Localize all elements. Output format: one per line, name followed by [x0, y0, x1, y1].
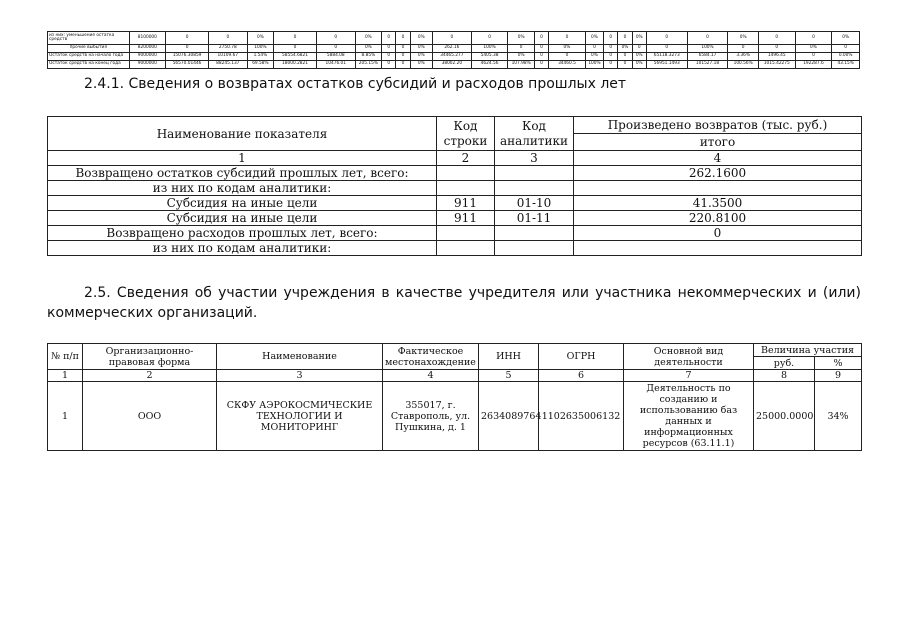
column-number: 6: [539, 370, 624, 382]
tiny-cell: 0: [604, 53, 618, 61]
table-row: [48, 181, 862, 196]
table-row: [48, 226, 862, 241]
row-analytic: [495, 226, 574, 241]
tiny-cell: 0: [687, 32, 728, 45]
tiny-cell: 0: [646, 45, 687, 53]
row-line: 911: [437, 211, 495, 226]
row-total: [574, 241, 862, 256]
tiny-cell: 0: [166, 32, 209, 45]
row-name: Возвращено остатков субсидий прошлых лет, всего:: [48, 166, 437, 181]
tiny-row-label: Остаток средств на начало года: [48, 53, 130, 61]
tiny-row: [48, 45, 860, 53]
header-form: Организационно-правовая форма: [83, 344, 217, 370]
tiny-cell: 0: [433, 32, 472, 45]
tiny-cell: 262.16: [433, 45, 472, 53]
tiny-cell: 0%: [632, 32, 646, 45]
tiny-cell: 0%: [549, 45, 586, 53]
tiny-cell: 101527.18: [687, 61, 728, 69]
header-total: итого: [574, 134, 862, 151]
org-address: 355017, г. Ставрополь, ул. Пушкина, д. 1: [383, 382, 479, 451]
tiny-cell: 0: [396, 32, 410, 45]
org-ogrn: 1102635006132: [539, 382, 624, 451]
tiny-cell: 1496.45: [758, 53, 795, 61]
row-analytic: 01-10: [495, 196, 574, 211]
org-share-rub: 25000.0000: [754, 382, 815, 451]
tiny-cell: 0%: [410, 61, 432, 69]
org-name: СКФУ АЭРОКОСМИЧЕСКИЕ ТЕХНОЛОГИИ И МОНИТОРИНГ: [217, 382, 383, 451]
column-number: 8: [754, 370, 815, 382]
tiny-cell: 0: [549, 32, 586, 45]
row-total: 220.8100: [574, 211, 862, 226]
tiny-cell: 0: [758, 45, 795, 53]
previous-report-table-fragment: [47, 31, 860, 69]
header-rub: руб.: [754, 357, 815, 370]
tiny-cell: 0%: [410, 45, 432, 53]
tiny-cell: 0: [632, 45, 646, 53]
tiny-cell: 0: [396, 45, 410, 53]
row-analytic: [495, 181, 574, 196]
row-line: [437, 241, 495, 256]
tiny-cell: 100%: [247, 45, 273, 53]
table-row: [48, 196, 862, 211]
tiny-cell: 0: [382, 32, 396, 45]
column-number: 1: [48, 370, 83, 382]
header-num: № п/п: [48, 344, 83, 370]
tiny-cell: 0: [795, 32, 832, 45]
tiny-cell: 0%: [618, 45, 632, 53]
tiny-cell: 0: [534, 32, 548, 45]
row-analytic: [495, 241, 574, 256]
header-address: Фактическое местонахождение: [383, 344, 479, 370]
tiny-cell: 5884.08: [316, 53, 355, 61]
tiny-cell: 0: [618, 32, 632, 45]
header-indicator: Наименование показателя: [48, 117, 437, 151]
tiny-cell: 43.15%: [832, 61, 860, 69]
tiny-cell: 34460.5: [549, 61, 586, 69]
tiny-cell: 0%: [508, 53, 534, 61]
tiny-cell: 0: [534, 53, 548, 61]
tiny-cell: 0: [795, 53, 832, 61]
tiny-cell: 15076.30859: [166, 53, 209, 61]
row-name: Субсидия на иные цели: [48, 211, 437, 226]
header-pct: %: [815, 357, 862, 370]
tiny-cell: 0%: [585, 32, 603, 45]
tiny-cell: 0%: [832, 32, 860, 45]
column-number: 4: [574, 151, 862, 166]
tiny-cell: 0%: [632, 53, 646, 61]
tiny-cell: 0%: [410, 32, 432, 45]
tiny-cell: 0: [396, 61, 410, 69]
tiny-cell: 0.00%: [832, 53, 860, 61]
column-number: 5: [479, 370, 539, 382]
column-number: 9: [815, 370, 862, 382]
org-share-pct: 34%: [815, 382, 862, 451]
tiny-row-label: Остаток средств на конец года: [48, 61, 130, 69]
row-total: 0: [574, 226, 862, 241]
column-numbers-row: [48, 370, 862, 382]
tiny-cell: 56570.01446: [166, 61, 209, 69]
tiny-cell: 0: [382, 61, 396, 69]
tiny-cell: 0: [604, 61, 618, 69]
header-ogrn: ОГРН: [539, 344, 624, 370]
header-inn: ИНН: [479, 344, 539, 370]
row-line: [437, 181, 495, 196]
header-returned: Произведено возвратов (тыс. руб.): [574, 117, 862, 134]
header-name: Наименование: [217, 344, 383, 370]
tiny-cell: 0: [604, 32, 618, 45]
tiny-cell: 1015.42275: [758, 61, 795, 69]
tiny-cell: 4624.56: [471, 61, 508, 69]
tiny-cell: 10476.01: [316, 61, 355, 69]
tiny-cell: 5405.38: [471, 53, 508, 61]
column-number: 3: [495, 151, 574, 166]
tiny-cell: 0%: [247, 32, 273, 45]
tiny-cell: 0: [728, 45, 759, 53]
tiny-cell: 0: [208, 32, 247, 45]
column-number: 4: [383, 370, 479, 382]
section-25-title: 2.5. Сведения об участии учреждения в качестве учредителя или участника некоммерческих и (или) коммерческих организаций.: [47, 285, 861, 321]
tiny-cell: 69.58%: [247, 61, 273, 69]
tiny-cell: 0: [471, 32, 508, 45]
column-number: 2: [83, 370, 217, 382]
tiny-cell: 0: [166, 45, 209, 53]
tiny-cell: 0%: [355, 45, 381, 53]
tiny-cell: 0: [549, 53, 586, 61]
tiny-cell: 0%: [632, 61, 646, 69]
row-total: 41.3500: [574, 196, 862, 211]
tiny-cell: 0: [382, 53, 396, 61]
returns-table: [47, 116, 862, 256]
tiny-cell: 0: [316, 45, 355, 53]
tiny-cell: 38002.20: [433, 61, 472, 69]
column-number: 7: [624, 370, 754, 382]
tiny-cell: 18000.2821: [274, 61, 317, 69]
tiny-cell: 107.98%: [508, 61, 534, 69]
tiny-cell: 2750.78: [208, 45, 247, 53]
tiny-cell: 0: [274, 32, 317, 45]
tiny-cell: 0: [618, 61, 632, 69]
tiny-row-label: прочие выбытия: [48, 45, 130, 53]
returns-header-row: [48, 117, 862, 134]
tiny-cell: 0%: [728, 32, 759, 45]
table-row: [48, 166, 862, 181]
tiny-cell: 0%: [795, 45, 832, 53]
tiny-cell: 0: [585, 45, 603, 53]
tiny-cell: 1.54%: [247, 53, 273, 61]
tiny-cell: 100%: [585, 61, 603, 69]
tiny-cell: 0: [534, 45, 548, 53]
row-line: 911: [437, 196, 495, 211]
tiny-cell: 192287.6: [795, 61, 832, 69]
column-number: 2: [437, 151, 495, 166]
row-name: Возвращено расходов прошлых лет, всего:: [48, 226, 437, 241]
row-name: Субсидия на иные цели: [48, 196, 437, 211]
header-line-code: Код строки: [437, 117, 495, 151]
tiny-cell: 6584.17: [687, 53, 728, 61]
tiny-cell: 0%: [410, 53, 432, 61]
org-form: ООО: [83, 382, 217, 451]
column-number: 1: [48, 151, 437, 166]
row-line: [437, 226, 495, 241]
table-row: [48, 211, 862, 226]
tiny-cell: 100%: [471, 45, 508, 53]
tiny-row: [48, 61, 860, 69]
tiny-row-code: 9000000: [129, 53, 166, 61]
org-inn: 2634089764: [479, 382, 539, 451]
tiny-cell: 0: [604, 45, 618, 53]
tiny-cell: 88245.137: [208, 61, 247, 69]
tiny-cell: 0: [274, 45, 317, 53]
tiny-cell: 0%: [355, 32, 381, 45]
tiny-row: [48, 53, 860, 61]
column-numbers-row: [48, 151, 862, 166]
participation-table: [47, 343, 862, 451]
tiny-cell: 0%: [508, 32, 534, 45]
tiny-row-code: 8100000: [129, 32, 166, 45]
row-name: из них по кодам аналитики:: [48, 241, 437, 256]
org-num: 1: [48, 382, 83, 451]
tiny-cell: 34465.277: [433, 53, 472, 61]
participation-header-row: [48, 344, 862, 357]
row-total: [574, 181, 862, 196]
table-row: [48, 241, 862, 256]
table-row: [48, 382, 862, 451]
tiny-row: [48, 32, 860, 45]
row-name: из них по кодам аналитики:: [48, 181, 437, 196]
row-line: [437, 166, 495, 181]
tiny-cell: 58554.6821: [274, 53, 317, 61]
tiny-row-label: из них: уменьшение остатка средств: [48, 32, 130, 45]
header-activity: Основной вид деятельности: [624, 344, 754, 370]
tiny-cell: 0: [758, 32, 795, 45]
header-share: Величина участия: [754, 344, 862, 357]
tiny-cell: 65118.3273: [646, 53, 687, 61]
tiny-cell: 205.15%: [355, 61, 381, 69]
tiny-cell: 100%: [687, 45, 728, 53]
tiny-row-code: 8200000: [129, 45, 166, 53]
tiny-cell: 0: [508, 45, 534, 53]
tiny-cell: 8.85%: [355, 53, 381, 61]
column-number: 3: [217, 370, 383, 382]
tiny-cell: 10109.67: [208, 53, 247, 61]
row-total: 262.1600: [574, 166, 862, 181]
tiny-cell: 0: [316, 32, 355, 45]
tiny-cell: 56951.1493: [646, 61, 687, 69]
tiny-cell: 0: [618, 53, 632, 61]
tiny-cell: 100.56%: [728, 61, 759, 69]
tiny-cell: 0: [534, 61, 548, 69]
tiny-cell: 0: [646, 32, 687, 45]
org-activity: Деятельность по созданию и использованию баз данных и информационных ресурсов (63.11.1): [624, 382, 754, 451]
row-analytic: 01-11: [495, 211, 574, 226]
section-241-title: 2.4.1. Сведения о возвратах остатков субсидий и расходов прошлых лет: [84, 76, 627, 92]
tiny-cell: 0: [382, 45, 396, 53]
tiny-row-code: 9000000: [129, 61, 166, 69]
header-analytic-code: Код аналитики: [495, 117, 574, 151]
tiny-cell: 0%: [585, 53, 603, 61]
row-analytic: [495, 166, 574, 181]
tiny-cell: 3.36%: [728, 53, 759, 61]
tiny-cell: 0: [396, 53, 410, 61]
tiny-cell: 0: [832, 45, 860, 53]
